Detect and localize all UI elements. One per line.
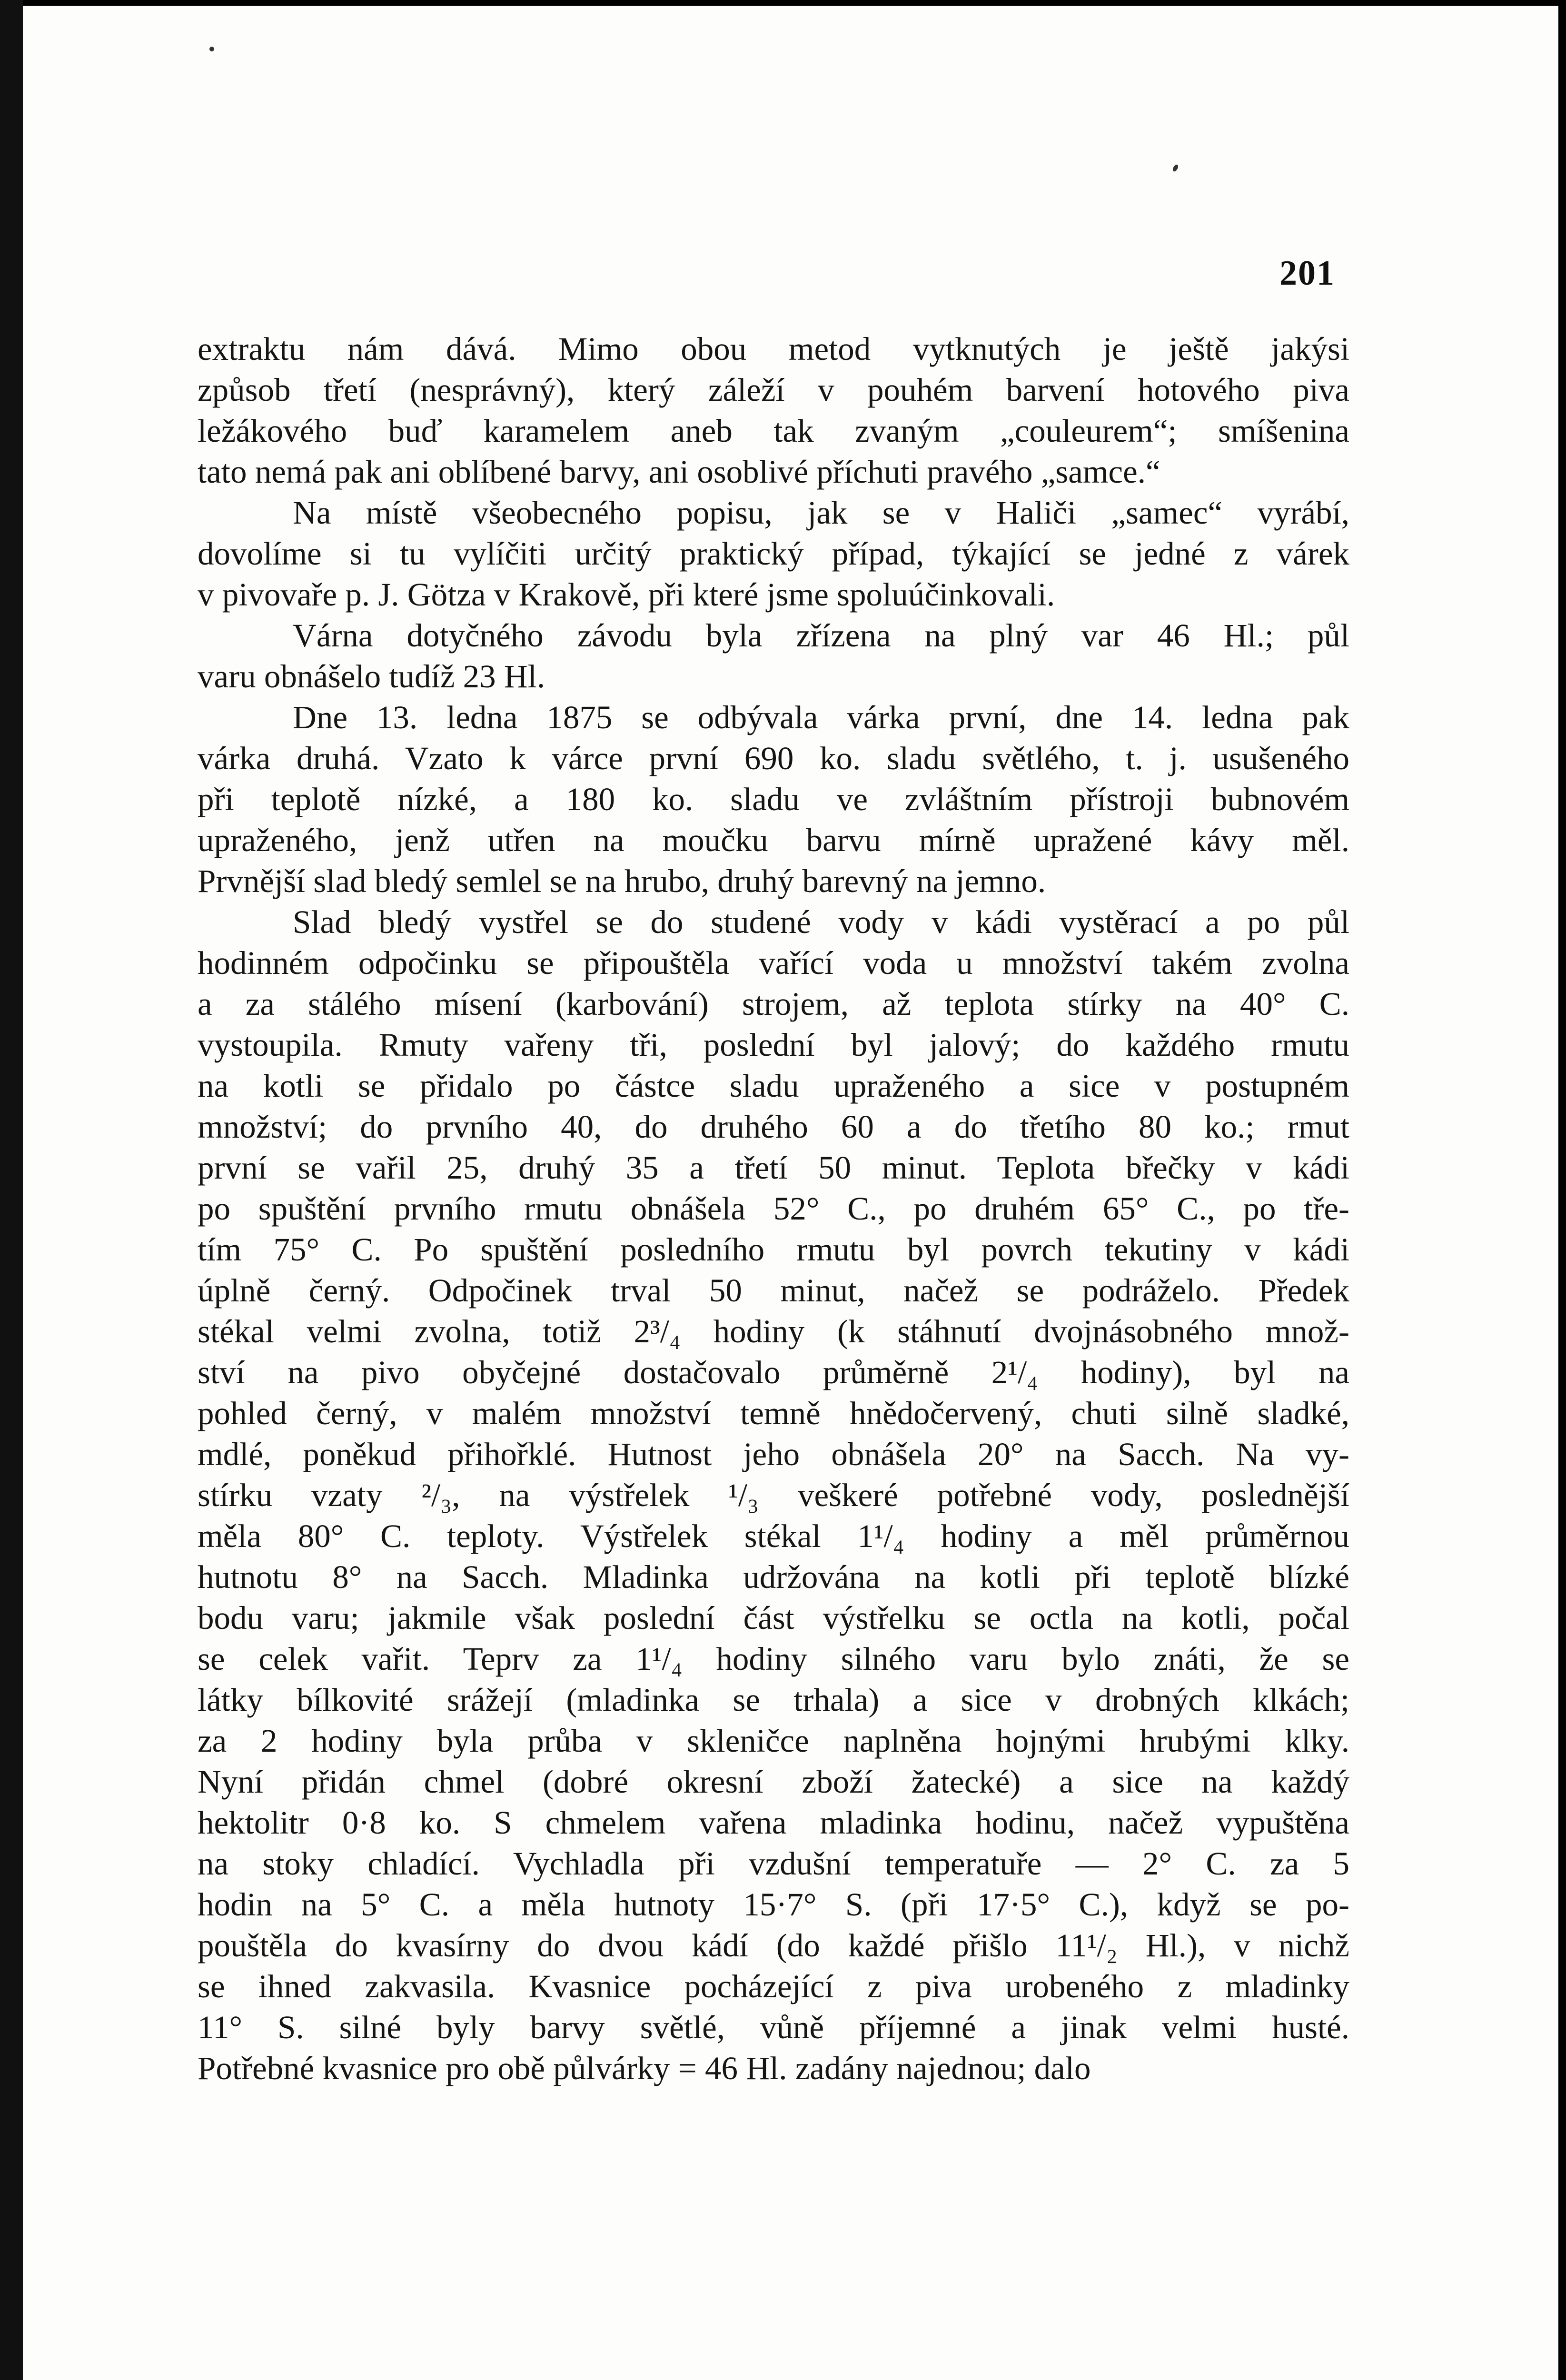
- text-line: na kotli se přidalo po částce sladu upraženého a sice v postupném: [198, 1068, 1349, 1104]
- text-line: tato nemá pak ani oblíbené barvy, ani osoblivé příchuti pravého „samce.“: [198, 454, 1160, 490]
- scan-speck: [209, 47, 214, 51]
- text-line: látky bílkovité srážejí (mladinka se trhala) a sice v drobných klkách;: [198, 1682, 1349, 1718]
- text-line: ležákového buď karamelem aneb tak zvaným „couleurem“; smíšenina: [198, 413, 1349, 449]
- scan-edge-shadow: [0, 0, 23, 2380]
- text-line: hutnotu 8° na Sacch. Mladinka udržována na kotli při teplotě blízké: [198, 1559, 1349, 1595]
- text-line: se ihned zakvasila. Kvasnice pocházející z piva urobeného z mladinky: [198, 1968, 1349, 2004]
- text-line: 11° S. silné byly barvy světlé, vůně příjemné a jinak velmi husté.: [198, 2009, 1349, 2045]
- text-line: varu obnášelo tudíž 23 Hl.: [198, 658, 545, 694]
- text-line: Slad bledý vystřel se do studené vody v kádi vystěrací a po půl: [293, 904, 1349, 940]
- text-line: extraktu nám dává. Mimo obou metod vytknutých je ještě jakýsi: [198, 331, 1349, 367]
- body-text: [198, 328, 1349, 2089]
- text-line: se celek vařit. Teprv za 1¹/₄ hodiny silného varu bylo znáti, že se: [198, 1641, 1349, 1677]
- text-line: hektolitr 0·8 ko. S chmelem vařena mladinka hodinu, načež vypuštěna: [198, 1805, 1349, 1841]
- text-line: a za stálého mísení (karbování) strojem, až teplota stírky na 40° C.: [198, 986, 1349, 1022]
- text-line: bodu varu; jakmile však poslední část výstřelku se octla na kotli, počal: [198, 1600, 1349, 1636]
- text-line: stékal velmi zvolna, totiž 2³/₄ hodiny (k stáhnutí dvojnásobného množ-: [198, 1313, 1349, 1349]
- text-line: stírku vzaty ²/₃, na výstřelek ¹/₃ veškeré potřebné vody, poslednější: [198, 1477, 1349, 1513]
- text-line: hodin na 5° C. a měla hutnoty 15·7° S. (při 17·5° C.), když se po-: [198, 1886, 1349, 1923]
- text-line: várka druhá. Vzato k várce první 690 ko. sladu světlého, t. j. usušeného: [198, 740, 1349, 776]
- text-line: Nyní přidán chmel (dobré okresní zboží žatecké) a sice na každý: [198, 1764, 1349, 1800]
- text-line: tím 75° C. Po spuštění posledního rmutu byl povrch tekutiny v kádi: [198, 1231, 1349, 1268]
- text-line: Na místě všeobecného popisu, jak se v Haliči „samec“ vyrábí,: [293, 495, 1349, 531]
- text-line: mdlé, poněkud přihořklé. Hutnost jeho obnášela 20° na Sacch. Na vy-: [198, 1436, 1349, 1472]
- text-line: za 2 hodiny byla průba v skleničce naplněna hojnými hrubými klky.: [198, 1723, 1349, 1759]
- text-line: po spuštění prvního rmutu obnášela 52° C., po druhém 65° C., po tře-: [198, 1190, 1349, 1227]
- text-line: množství; do prvního 40, do druhého 60 a do třetího 80 ko.; rmut: [198, 1109, 1349, 1145]
- text-line: způsob třetí (nesprávný), který záleží v pouhém barvení hotového piva: [198, 372, 1349, 408]
- text-line: na stoky chladící. Vychladla při vzdušní temperatuře — 2° C. za 5: [198, 1845, 1349, 1882]
- text-line: Dne 13. ledna 1875 se odbývala várka první, dne 14. ledna pak: [293, 699, 1349, 735]
- text-line: první se vařil 25, druhý 35 a třetí 50 minut. Teplota břečky v kádi: [198, 1150, 1349, 1186]
- paragraph: [198, 615, 1349, 697]
- paragraph: [198, 697, 1349, 902]
- text-line: měla 80° C. teploty. Výstřelek stékal 1¹/₄ hodiny a měl průměrnou: [198, 1518, 1349, 1554]
- paragraph: [198, 328, 1349, 492]
- text-line: při teplotě nízké, a 180 ko. sladu ve zvláštním přístroji bubnovém: [198, 781, 1349, 817]
- text-line: Potřebné kvasnice pro obě půlvárky = 46 Hl. zadány najednou; dalo: [198, 2050, 1091, 2086]
- text-line: v pivovaře p. J. Götza v Krakově, při které jsme spoluúčinkovali.: [198, 576, 1055, 613]
- text-line: Várna dotyčného závodu byla zřízena na plný var 46 Hl.; půl: [293, 617, 1349, 654]
- text-line: dovolíme si tu vylíčiti určitý praktický případ, týkající se jedné z várek: [198, 536, 1349, 572]
- text-line: hodinném odpočinku se připouštěla vařící voda u množství takém zvolna: [198, 945, 1349, 981]
- text-line: úplně černý. Odpočinek trval 50 minut, načež se podráželo. Předek: [198, 1272, 1349, 1309]
- paragraph: [198, 902, 1349, 2089]
- text-line: Prvnější slad bledý semlel se na hrubo, druhý barevný na jemno.: [198, 863, 1046, 899]
- text-line: ství na pivo obyčejné dostačovalo průměrně 2¹/₄ hodiny), byl na: [198, 1354, 1349, 1390]
- text-line: upraženého, jenž utřen na moučku barvu mírně upražené kávy měl.: [198, 822, 1349, 858]
- page-number: 201: [1279, 254, 1335, 293]
- text-line: vystoupila. Rmuty vařeny tři, poslední byl jalový; do každého rmutu: [198, 1027, 1349, 1063]
- text-line: pohled černý, v malém množství temně hnědočervený, chuti silně sladké,: [198, 1395, 1349, 1431]
- paragraph: [198, 492, 1349, 615]
- text-line: pouštěla do kvasírny do dvou kádí (do každé přišlo 11¹/₂ Hl.), v nichž: [198, 1927, 1349, 1964]
